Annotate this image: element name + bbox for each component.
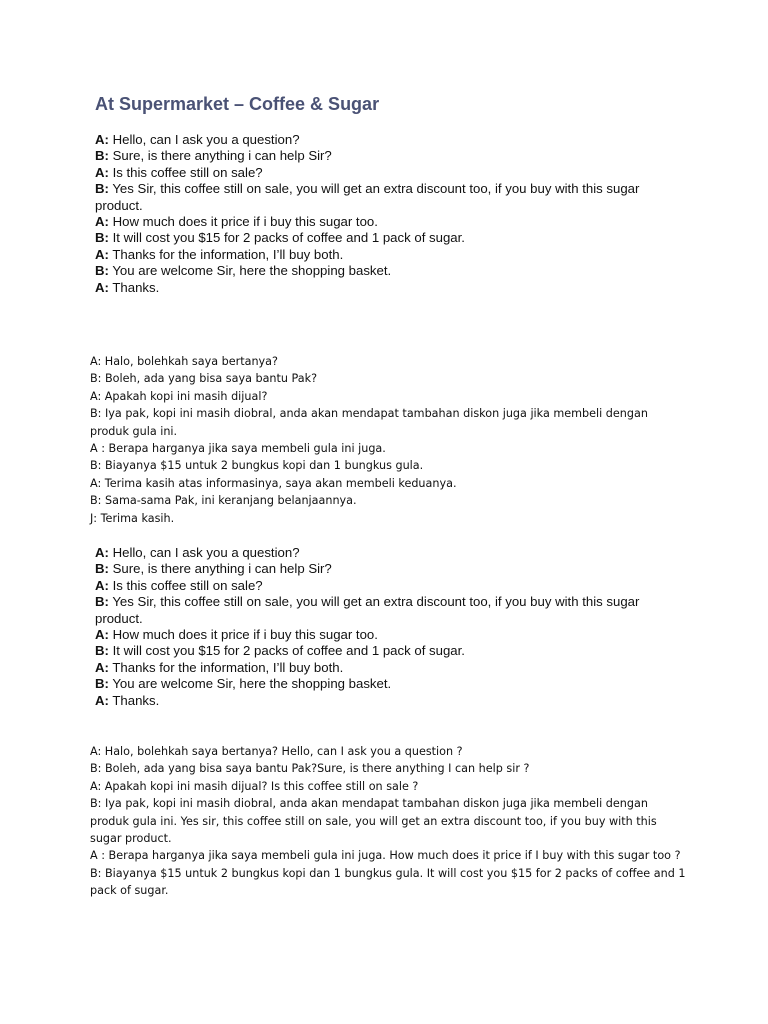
dialog-line — [95, 165, 685, 181]
speaker-label: A: — [95, 692, 109, 708]
dialog-text: Is this coffee still on sale? — [108, 164, 263, 180]
dialog-line: A: Halo, bolehkah saya bertanya? — [90, 355, 278, 368]
speaker-label: B: — [95, 263, 109, 279]
dialog-line: A: Terima kasih atas informasinya, saya akan membeli keduanya. — [90, 476, 457, 490]
dialog-line — [95, 578, 685, 594]
speaker-label: B: — [95, 148, 109, 164]
dialog-line — [95, 545, 685, 561]
speaker-label: A: — [95, 246, 109, 262]
dialog-text: Sure, is there anything i can help Sir? — [108, 561, 332, 577]
speaker-label: A: — [95, 577, 109, 593]
speaker-label: B: — [95, 230, 109, 246]
speaker-label: B: — [95, 643, 109, 659]
speaker-label: A: — [95, 132, 109, 147]
bilingual-dialog — [90, 743, 690, 900]
dialog-line — [95, 230, 685, 246]
english-dialog-1 — [95, 132, 685, 296]
dialog-text: Sure, is there anything i can help Sir? — [108, 148, 332, 164]
speaker-label: B: — [95, 594, 109, 610]
dialog-text: It will cost you $15 for 2 packs of coffee and 1 pack of sugar. — [108, 230, 465, 246]
dialog-line: B: Biayanya $15 untuk 2 bungkus kopi dan 1 bungkus gula. It will cost you $15 for 2 packs of coffee and 1 pack of sugar. — [90, 866, 686, 898]
dialog-line: B: Biayanya $15 untuk 2 bungkus kopi dan 1 bungkus gula. — [90, 459, 424, 473]
dialog-line — [95, 660, 685, 676]
speaker-label: A: — [95, 214, 109, 230]
dialog-text: Is this coffee still on sale? — [108, 577, 263, 593]
dialog-line: B: Sama-sama Pak, ini keranjang belanjaannya. — [90, 494, 357, 508]
english-dialog-2 — [95, 545, 685, 709]
dialog-line — [95, 693, 685, 709]
dialog-line: A : Berapa harganya jika saya membeli gula ini juga. How much does it price if I buy with this sugar too ? — [90, 849, 681, 863]
dialog-text: It will cost you $15 for 2 packs of coffee and 1 pack of sugar. — [108, 643, 465, 659]
dialog-line: A : Berapa harganya jika saya membeli gula ini juga. — [90, 442, 386, 456]
indonesian-dialog — [90, 353, 690, 527]
speaker-label: A: — [95, 545, 109, 560]
dialog-text: Thanks for the information, I’ll buy both. — [108, 659, 344, 675]
dialog-text: Hello, can I ask you a question? — [108, 545, 300, 560]
speaker-label: B: — [95, 676, 109, 692]
dialog-line: J: Terima kasih. — [90, 511, 175, 525]
dialog-line: B: Boleh, ada yang bisa saya bantu Pak?Sure, is there anything I can help sir ? — [90, 762, 530, 776]
speaker-label: B: — [95, 561, 109, 577]
dialog-line — [95, 676, 685, 692]
dialog-text: You are welcome Sir, here the shopping basket. — [108, 263, 392, 279]
dialog-text: Yes Sir, this coffee still on sale, you will get an extra discount too, if you buy with this sugar product. — [95, 594, 640, 626]
dialog-line — [95, 280, 685, 296]
dialog-line — [95, 594, 685, 627]
dialog-line: A: Apakah kopi ini masih dijual? — [90, 389, 268, 403]
dialog-line — [95, 132, 685, 148]
dialog-line — [95, 181, 685, 214]
dialog-text: Thanks for the information, I’ll buy both. — [108, 246, 344, 262]
dialog-text: Thanks. — [108, 279, 160, 295]
speaker-label: A: — [95, 659, 109, 675]
speaker-label: A: — [95, 627, 109, 643]
speaker-label: A: — [95, 164, 109, 180]
dialog-line — [95, 214, 685, 230]
dialog-text: Yes Sir, this coffee still on sale, you will get an extra discount too, if you buy with this sugar product. — [95, 181, 640, 213]
dialog-text: Thanks. — [108, 692, 160, 708]
dialog-line — [95, 627, 685, 643]
dialog-line: B: Boleh, ada yang bisa saya bantu Pak? — [90, 372, 318, 386]
speaker-label: B: — [95, 181, 109, 197]
dialog-line — [95, 263, 685, 279]
dialog-text: How much does it price if i buy this sugar too. — [108, 627, 378, 643]
dialog-line: A: Apakah kopi ini masih dijual? Is this coffee still on sale ? — [90, 779, 419, 793]
dialog-text: You are welcome Sir, here the shopping basket. — [108, 676, 392, 692]
dialog-text: Hello, can I ask you a question? — [108, 132, 300, 147]
dialog-text: How much does it price if i buy this sugar too. — [108, 214, 378, 230]
dialog-line — [95, 148, 685, 164]
dialog-line — [95, 247, 685, 263]
dialog-line: B: Iya pak, kopi ini masih diobral, anda akan mendapat tambahan diskon juga jika membeli dengan produk gula ini. Yes sir, this coffee still on sale, you will get an extra discount too, if you buy with this sugar product. — [90, 797, 657, 846]
document-title: At Supermarket – Coffee & Sugar — [95, 94, 380, 114]
dialog-line — [95, 561, 685, 577]
speaker-label: A: — [95, 279, 109, 295]
dialog-line — [95, 643, 685, 659]
dialog-line: B: Iya pak, kopi ini masih diobral, anda akan mendapat tambahan diskon juga jika membeli dengan produk gula ini. — [90, 407, 648, 438]
dialog-line: A: Halo, bolehkah saya bertanya? Hello, can I ask you a question ? — [90, 745, 463, 758]
